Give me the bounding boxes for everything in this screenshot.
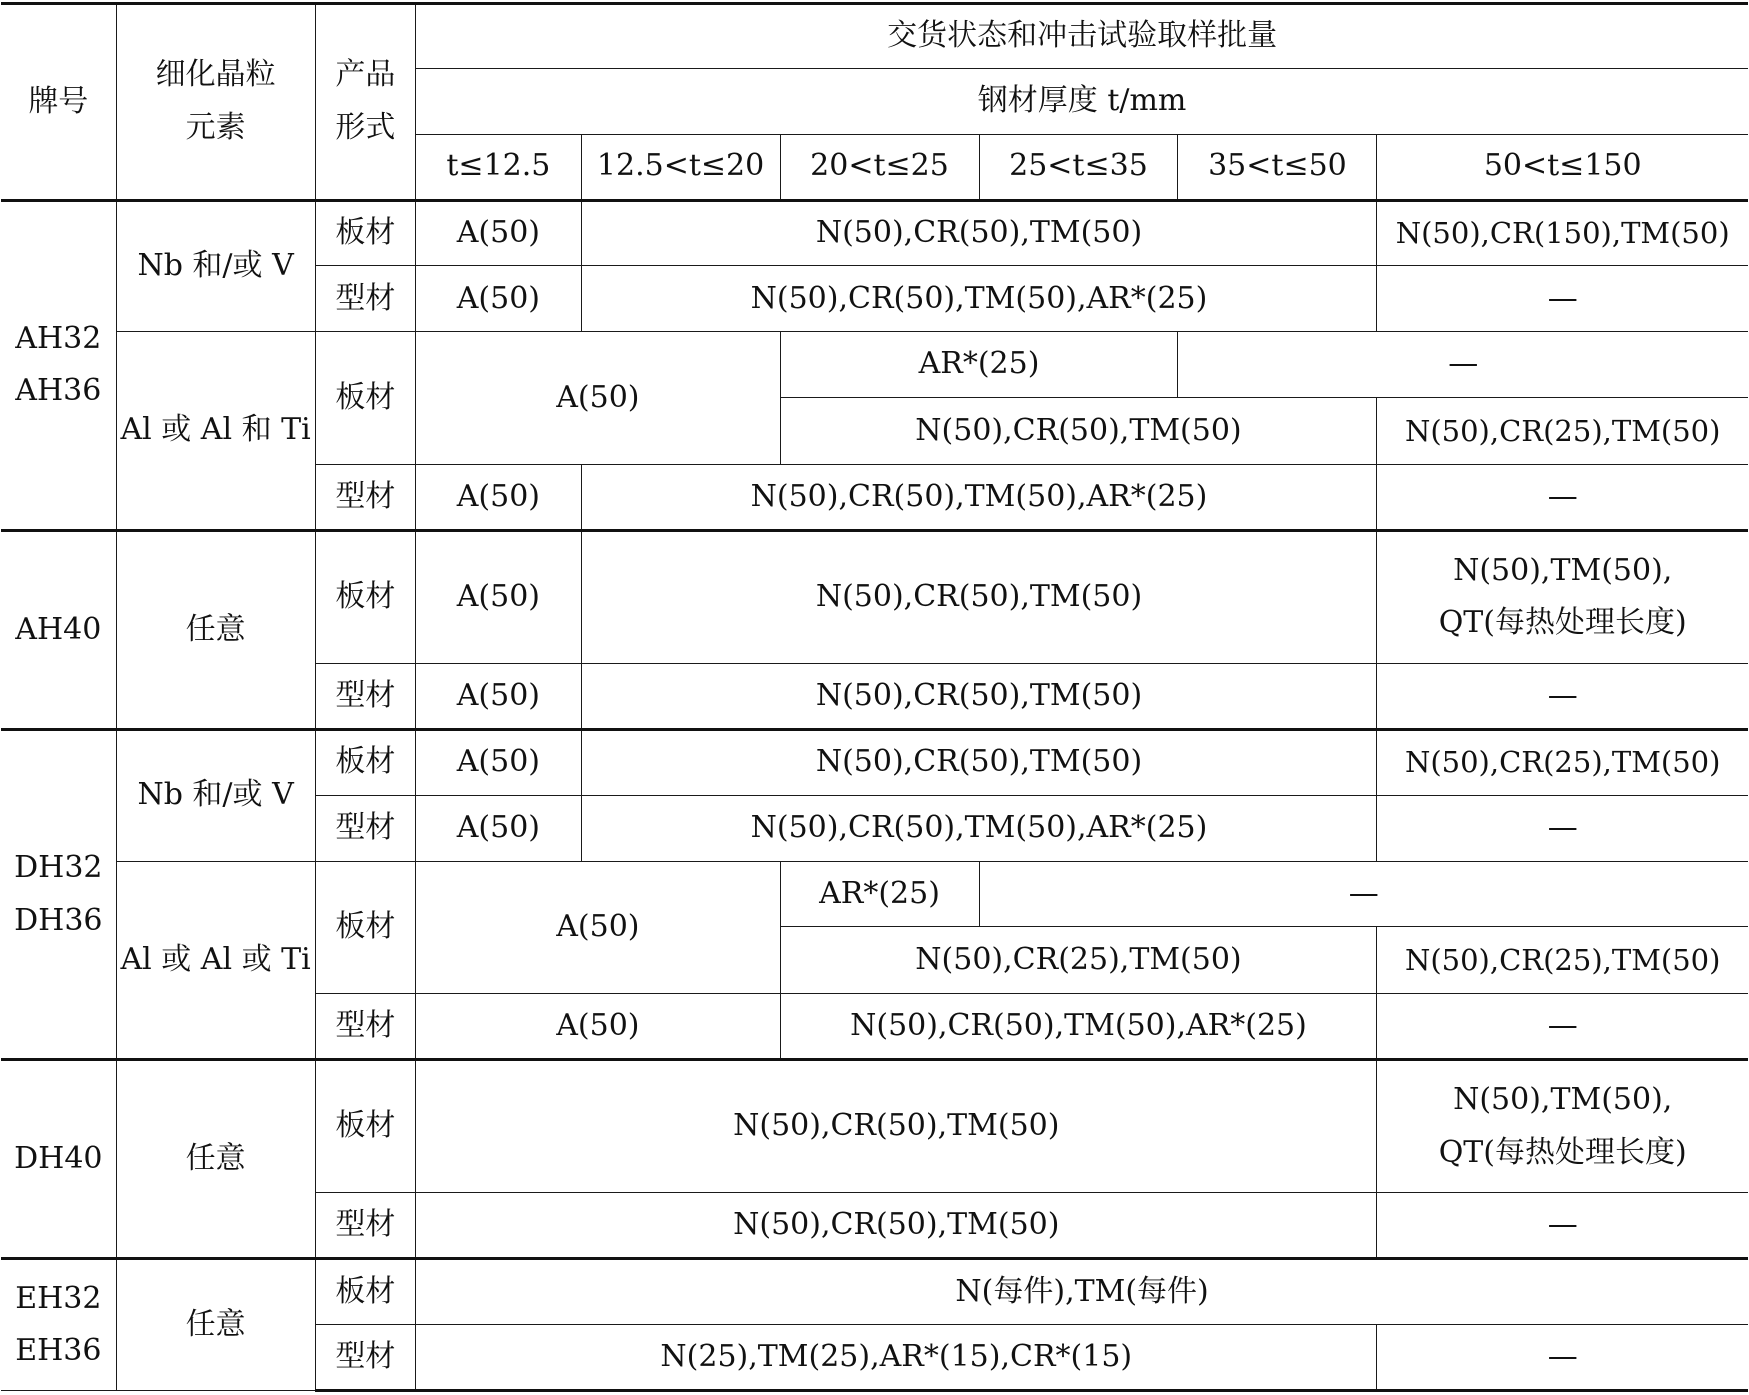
- element-cell: Nb 和/或 V: [116, 200, 315, 332]
- value-cell: N(每件),TM(每件): [416, 1259, 1748, 1325]
- value-cell: A(50): [416, 531, 581, 664]
- impact-test-batch-table: [1, 2, 1748, 1392]
- header-grain-element-line1: 细化晶粒: [155, 57, 276, 93]
- form-cell: 型材: [315, 266, 416, 332]
- form-cell: 型材: [315, 663, 416, 729]
- value-cell: A(50): [416, 465, 581, 531]
- header-product-form-line1: 产品: [335, 57, 396, 93]
- header-thickness-range: 25<t≤35: [979, 134, 1178, 200]
- value-cell: A(50): [416, 332, 780, 465]
- header-thickness-range: 35<t≤50: [1178, 134, 1377, 200]
- value-line: QT(每热处理长度): [1438, 605, 1687, 641]
- form-cell: 板材: [315, 729, 416, 795]
- value-cell: —: [979, 861, 1748, 927]
- form-cell: 型材: [315, 1324, 416, 1390]
- value-line: QT(每热处理长度): [1438, 1134, 1687, 1170]
- value-cell: N(50),CR(25),TM(50): [1377, 729, 1748, 795]
- form-cell: 板材: [315, 861, 416, 994]
- grade-line: DH32: [14, 850, 103, 886]
- form-cell: 型材: [315, 1193, 416, 1259]
- element-cell: 任意: [116, 1259, 315, 1391]
- value-cell: —: [1377, 465, 1748, 531]
- element-cell: 任意: [116, 1060, 315, 1259]
- value-cell: N(50),CR(25),TM(50): [1377, 927, 1748, 994]
- grade-line: AH32: [15, 320, 102, 356]
- header-grade: 牌号: [1, 4, 116, 201]
- form-cell: 板材: [315, 1259, 416, 1325]
- grade-line: AH36: [15, 373, 102, 409]
- grade-cell-ah40: AH40: [1, 531, 116, 730]
- header-grain-element-line2: 元素: [185, 109, 246, 145]
- grade-cell-ah32-ah36: [1, 200, 116, 531]
- value-cell: N(50),CR(50),TM(50),AR*(25): [581, 795, 1377, 861]
- grade-line: DH36: [14, 902, 103, 938]
- grade-line: EH32: [15, 1280, 102, 1316]
- header-grain-element: [116, 4, 315, 201]
- value-cell: AR*(25): [780, 332, 1178, 398]
- form-cell: 板材: [315, 1060, 416, 1193]
- header-product-form: [315, 4, 416, 201]
- form-cell: 板材: [315, 332, 416, 465]
- header-group-title: 交货状态和冲击试验取样批量: [416, 4, 1748, 69]
- value-cell: —: [1377, 1193, 1748, 1259]
- header-thickness-range: 12.5<t≤20: [581, 134, 780, 200]
- value-cell: —: [1178, 332, 1748, 398]
- value-line: N(50),TM(50),: [1453, 552, 1673, 588]
- value-cell: —: [1377, 266, 1748, 332]
- value-cell: N(50),CR(50),TM(50): [581, 531, 1377, 664]
- element-cell: Al 或 Al 和 Ti: [116, 332, 315, 531]
- value-cell: —: [1377, 1324, 1748, 1390]
- value-cell: A(50): [416, 994, 780, 1060]
- value-cell: —: [1377, 795, 1748, 861]
- value-cell: —: [1377, 994, 1748, 1060]
- value-cell-qt: [1377, 1060, 1748, 1193]
- value-cell: N(25),TM(25),AR*(15),CR*(15): [416, 1324, 1377, 1390]
- grade-cell-eh32-eh36: [1, 1259, 116, 1391]
- form-cell: 型材: [315, 994, 416, 1060]
- header-thickness-title: 钢材厚度 t/mm: [416, 68, 1748, 134]
- value-cell: N(50),CR(50),TM(50),AR*(25): [581, 465, 1377, 531]
- header-thickness-range: t≤12.5: [416, 134, 581, 200]
- header-thickness-range: 50<t≤150: [1377, 134, 1748, 200]
- grade-line: EH36: [15, 1333, 102, 1369]
- element-cell: 任意: [116, 531, 315, 730]
- value-cell: A(50): [416, 795, 581, 861]
- form-cell: 板材: [315, 200, 416, 266]
- form-cell: 板材: [315, 531, 416, 664]
- grade-cell-dh40: DH40: [1, 1060, 116, 1259]
- value-line: N(50),TM(50),: [1453, 1082, 1673, 1118]
- value-cell: N(50),CR(50),TM(50): [416, 1193, 1377, 1259]
- value-cell: N(50),CR(25),TM(50): [780, 927, 1377, 994]
- value-cell: N(50),CR(25),TM(50): [1377, 398, 1748, 465]
- value-cell: N(50),CR(50),TM(50),AR*(25): [581, 266, 1377, 332]
- form-cell: 型材: [315, 465, 416, 531]
- value-cell: —: [1377, 663, 1748, 729]
- value-cell: A(50): [416, 729, 581, 795]
- value-cell: N(50),CR(50),TM(50): [581, 663, 1377, 729]
- value-cell: A(50): [416, 861, 780, 994]
- form-cell: 型材: [315, 795, 416, 861]
- value-cell: N(50),CR(50),TM(50): [780, 398, 1377, 465]
- header-thickness-range: 20<t≤25: [780, 134, 979, 200]
- value-cell: N(50),CR(50),TM(50),AR*(25): [780, 994, 1377, 1060]
- grade-cell-dh32-dh36: [1, 729, 116, 1060]
- element-cell: Al 或 Al 或 Ti: [116, 861, 315, 1060]
- value-cell: N(50),CR(50),TM(50): [581, 729, 1377, 795]
- value-cell: N(50),CR(50),TM(50): [581, 200, 1377, 266]
- header-product-form-line2: 形式: [335, 109, 396, 145]
- value-cell: A(50): [416, 266, 581, 332]
- value-cell: N(50),CR(50),TM(50): [416, 1060, 1377, 1193]
- value-cell: AR*(25): [780, 861, 979, 927]
- value-cell-qt: [1377, 531, 1748, 664]
- element-cell: Nb 和/或 V: [116, 729, 315, 861]
- value-cell: N(50),CR(150),TM(50): [1377, 200, 1748, 266]
- value-cell: A(50): [416, 200, 581, 266]
- value-cell: A(50): [416, 663, 581, 729]
